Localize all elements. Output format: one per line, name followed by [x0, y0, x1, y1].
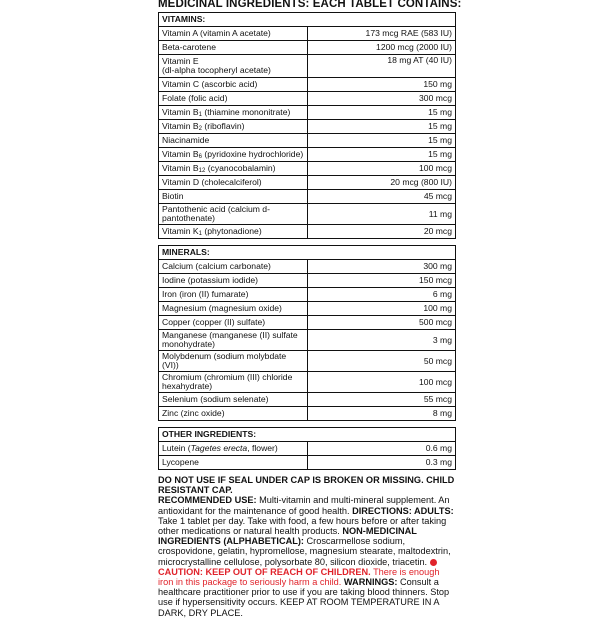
ingredient-amount: 55 mcg	[307, 393, 456, 407]
ingredient-amount: 0.3 mg	[307, 456, 456, 470]
ingredient-name: Vitamin E (dl-alpha tocopheryl acetate)	[159, 55, 308, 78]
ingredient-row	[159, 456, 456, 470]
ingredient-name: Zinc (zinc oxide)	[162, 408, 225, 418]
ingredient-name: Vitamin D (cholecalciferol)	[159, 176, 308, 190]
ingredient-name: Vitamin $B_1$ (thiamine mononitrate)	[159, 106, 308, 120]
ingredient-row	[159, 330, 456, 351]
vitamins-title: VITAMINS:	[159, 13, 456, 27]
ingredient-name: Beta-carotene	[159, 41, 308, 55]
ingredient-row	[159, 442, 456, 456]
ingredient-name: Vitamin A (vitamin A acetate)	[159, 27, 308, 41]
supplement-label	[158, 0, 462, 618]
ingredient-amount: 15 mg	[307, 134, 456, 148]
ingredient-amount: 15 mg	[307, 120, 456, 134]
ingredient-name: Lycopene	[162, 457, 199, 467]
seal-warning: DO NOT USE IF SEAL UNDER CAP IS BROKEN OR MISSING. CHILD RESISTANT CAP.	[158, 475, 455, 496]
ingredient-name: Copper (copper (II) sulfate)	[159, 316, 308, 330]
ingredient-name: Magnesium (magnesium oxide)	[159, 302, 308, 316]
ingredient-amount: 18 mg AT (40 IU)	[307, 55, 456, 78]
ingredient-amount: 300 mcg	[307, 92, 456, 106]
ingredient-row	[159, 176, 456, 190]
ingredient-amount: 20 mcg	[307, 225, 456, 239]
ingredient-row	[159, 55, 456, 78]
ingredient-amount: 15 mg	[307, 148, 456, 162]
ingredient-amount: 100 mcg	[307, 372, 456, 393]
ingredient-name: Vitamin $B_2$ (riboflavin)	[159, 120, 308, 134]
ingredient-row	[159, 260, 456, 274]
ingredient-row	[159, 190, 456, 204]
ingredient-amount: 500 mcg	[307, 316, 456, 330]
ingredient-name: Iron (iron (II) fumarate)	[159, 288, 308, 302]
ingredient-amount: 6 mg	[307, 288, 456, 302]
ingredient-row	[159, 288, 456, 302]
usage-paragraph: RECOMMENDED USE: Multi-vitamin and multi-mineral supplement. An antioxidant for the maintenance of good health. DIRECTIONS: ADULTS: Take 1 tablet per day. Take with food, a few hours before or after taking other medications or natural health products. NON-MEDICINAL INGREDIENTS (ALPHABETICAL): Croscarmellose sodium, crospovidone, gelatin, hypromellose, magnesium stearate, maltodextrin, microcrystalline cellulose, polysorbate 80, silicon dioxide, triacetin. CAUTION: KEEP OUT OF REACH OF CHILDREN. There is enough iron in this package to seriously harm a child. WARNINGS: Consult a healthcare practitioner prior to use if you are taking blood thinners. Stop use if hypersensitivity occurs. KEEP AT ROOM TEMPERATURE IN A DARK, DRY PLACE.	[158, 495, 454, 618]
label-notes	[158, 475, 456, 618]
ingredient-row	[159, 407, 456, 421]
ingredient-amount: 100 mcg	[307, 162, 456, 176]
vitamins-table	[158, 12, 456, 239]
ingredient-amount: 173 mcg RAE (583 IU)	[307, 27, 456, 41]
ingredient-row	[159, 162, 456, 176]
ingredient-row	[159, 27, 456, 41]
ingredient-name: Selenium (sodium selenate)	[159, 393, 308, 407]
ingredient-name: Vitamin $B_6$ (pyridoxine hydrochloride)	[159, 148, 308, 162]
ingredient-name: Manganese (manganese (II) sulfate monohydrate)	[159, 330, 308, 351]
ingredient-name: Vitamin C (ascorbic acid)	[159, 78, 308, 92]
ingredient-row	[159, 120, 456, 134]
caution-icon	[430, 559, 437, 566]
ingredient-name: Vitamin $B_{12}$ (cyanocobalamin)	[159, 162, 308, 176]
ingredient-amount: 45 mcg	[307, 190, 456, 204]
ingredient-name: Biotin	[159, 190, 308, 204]
ingredient-row	[159, 41, 456, 55]
ingredient-row	[159, 148, 456, 162]
ingredient-amount: 3 mg	[307, 330, 456, 351]
other-title: OTHER INGREDIENTS:	[159, 428, 456, 442]
ingredient-name: Niacinamide	[159, 134, 308, 148]
ingredient-row	[159, 393, 456, 407]
ingredient-amount: 150 mg	[307, 78, 456, 92]
ingredient-row	[159, 274, 456, 288]
ingredient-row	[159, 372, 456, 393]
medicinal-ingredients-heading: MEDICINAL INGREDIENTS: EACH TABLET CONTAINS:	[158, 0, 462, 10]
minerals-title: MINERALS:	[159, 246, 456, 260]
ingredient-amount: 50 mcg	[307, 351, 456, 372]
other-ingredients-table	[158, 427, 456, 470]
ingredient-row	[159, 204, 456, 225]
minerals-table	[158, 245, 456, 421]
ingredient-name: Iodine (potassium iodide)	[159, 274, 308, 288]
ingredient-name: Folate (folic acid)	[159, 92, 308, 106]
ingredient-amount: 20 mcg (800 IU)	[307, 176, 456, 190]
ingredient-row	[159, 78, 456, 92]
ingredient-name: Pantothenic acid (calcium d-pantothenate)	[159, 204, 308, 225]
ingredient-row	[159, 92, 456, 106]
ingredient-amount: 1200 mcg (2000 IU)	[307, 41, 456, 55]
ingredient-amount: 100 mg	[307, 302, 456, 316]
ingredient-amount: 150 mcg	[307, 274, 456, 288]
ingredient-row	[159, 225, 456, 239]
ingredient-row	[159, 316, 456, 330]
ingredient-amount: 8 mg	[307, 407, 456, 421]
ingredient-name: Lutein (Tagetes erecta, flower)	[159, 442, 308, 456]
ingredient-name: Vitamin $K_1$ (phytonadione)	[162, 226, 262, 237]
ingredient-name: Chromium (chromium (III) chloride hexahydrate)	[159, 372, 308, 393]
ingredient-amount: 11 mg	[307, 204, 456, 225]
ingredient-name: Molybdenum (sodium molybdate (VI))	[159, 351, 308, 372]
ingredient-amount: 15 mg	[307, 106, 456, 120]
ingredient-row	[159, 106, 456, 120]
ingredient-row	[159, 134, 456, 148]
ingredient-name: Calcium (calcium carbonate)	[159, 260, 308, 274]
ingredient-row	[159, 302, 456, 316]
ingredient-amount: 0.6 mg	[307, 442, 456, 456]
ingredient-row	[159, 351, 456, 372]
ingredient-amount: 300 mg	[307, 260, 456, 274]
